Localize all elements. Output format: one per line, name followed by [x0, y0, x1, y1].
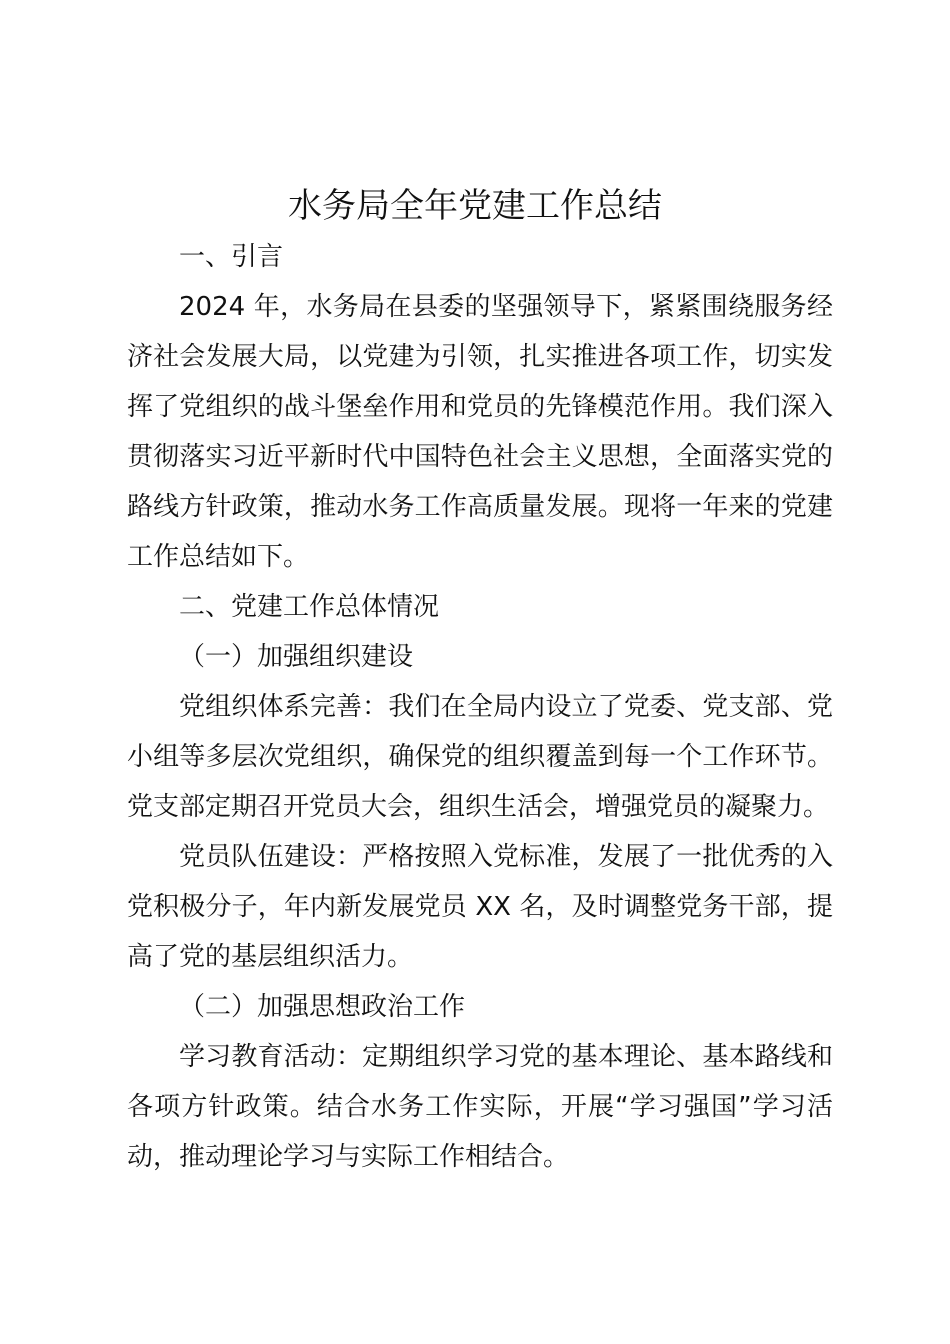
document-title: 水务局全年党建工作总结: [288, 186, 662, 226]
paragraph-line: 2024 年，水务局在县委的坚强领导下，紧紧围绕服务经: [179, 292, 833, 322]
paragraph-line: 路线方针政策，推动水务工作高质量发展。现将一年来的党建: [127, 492, 833, 522]
paragraph-line: 贯彻落实习近平新时代中国特色社会主义思想，全面落实党的: [127, 442, 833, 472]
paragraph-line: 各项方针政策。结合水务工作实际，开展“学习强国”学习活: [127, 1092, 833, 1122]
section-heading-intro: 一、引言: [179, 242, 284, 272]
paragraph-line: 动，推动理论学习与实际工作相结合。: [127, 1142, 570, 1172]
paragraph-line: 高了党的基层组织活力。: [127, 942, 414, 972]
paragraph-line: 济社会发展大局，以党建为引领，扎实推进各项工作，切实发: [127, 342, 833, 372]
paragraph-line: 党组织体系完善：我们在全局内设立了党委、党支部、党: [179, 692, 833, 722]
subsection-heading-ideology: （二）加强思想政治工作: [179, 992, 466, 1022]
subsection-heading-organization: （一）加强组织建设: [179, 642, 414, 672]
paragraph-line: 党积极分子，年内新发展党员 XX 名，及时调整党务干部，提: [127, 892, 833, 922]
paragraph-line: 党支部定期召开党员大会，组织生活会，增强党员的凝聚力。: [127, 792, 830, 822]
document-body: [127, 232, 833, 1182]
paragraph-line: 党员队伍建设：严格按照入党标准，发展了一批优秀的入: [179, 842, 833, 872]
paragraph-line: 小组等多层次党组织，确保党的组织覆盖到每一个工作环节。: [127, 742, 833, 772]
paragraph-line: 工作总结如下。: [127, 542, 310, 572]
paragraph-line: 学习教育活动：定期组织学习党的基本理论、基本路线和: [179, 1042, 833, 1072]
paragraph-line: 挥了党组织的战斗堡垒作用和党员的先锋模范作用。我们深入: [127, 392, 833, 422]
section-heading-overview: 二、党建工作总体情况: [179, 592, 440, 622]
